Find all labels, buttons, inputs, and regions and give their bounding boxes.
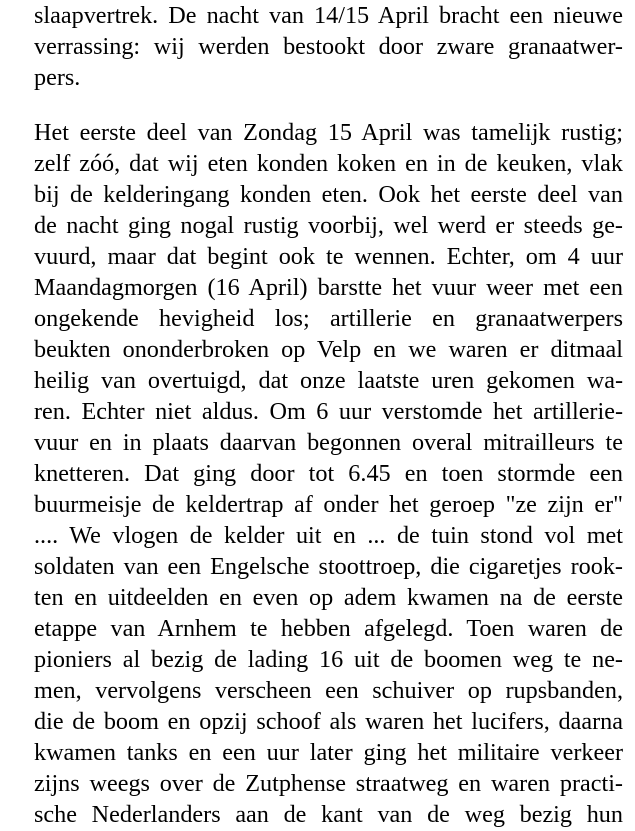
text-line: die de boom en opzij schoof als waren het lucifers, daarna: [34, 708, 623, 735]
text-line: Het eerste deel van Zondag 15 April was tamelijk rustig;: [34, 119, 623, 146]
text-line: zelf zóó, dat wij eten konden koken en in de keuken, vlak: [34, 150, 623, 177]
text-line: .... We vlogen de kelder uit en ... de tuin stond vol met: [34, 522, 623, 549]
text-line: bij de kelderingang konden eten. Ook het eerste deel van: [34, 181, 623, 208]
text-line: Maandagmorgen (16 April) barstte het vuur weer met een: [34, 274, 623, 301]
text-line: vuur en in plaats daarvan begonnen overal mitrailleurs te: [34, 429, 623, 456]
text-line: ongekende hevigheid los; artillerie en granaatwerpers: [34, 305, 623, 332]
text-line: pioniers al bezig de lading 16 uit de boomen weg te ne-: [34, 646, 623, 673]
text-line: beukten ononderbroken op Velp en we waren er ditmaal: [34, 336, 623, 363]
text-line: soldaten van een Engelsche stoottroep, die cigaretjes rook-: [34, 553, 623, 580]
text-line: ren. Echter niet aldus. Om 6 uur verstomde het artillerie-: [34, 398, 623, 425]
text-line: slaapvertrek. De nacht van 14/15 April bracht een nieuwe: [34, 2, 623, 29]
text-line: de nacht ging nogal rustig voorbij, wel werd er steeds ge-: [34, 212, 623, 239]
text-line: kwamen tanks en een uur later ging het militaire verkeer: [34, 739, 623, 766]
text-line: sche Nederlanders aan de kant van de weg bezig hun: [34, 801, 623, 828]
text-line: men, vervolgens verscheen een schuiver op rupsbanden,: [34, 677, 623, 704]
text-line: heilig van overtuigd, dat onze laatste uren gekomen wa-: [34, 367, 623, 394]
text-line: pers.: [34, 64, 81, 91]
text-line: ten en uitdeelden en even op adem kwamen na de eerste: [34, 584, 623, 611]
text-line: buurmeisje de keldertrap af onder het geroep "ze zijn er": [34, 491, 623, 518]
text-line: verrassing: wij werden bestookt door zware granaatwer-: [34, 33, 623, 60]
text-line: zijns weegs over de Zutphense straatweg en waren practi-: [34, 770, 623, 797]
text-line: vuurd, maar dat begint ook te wennen. Echter, om 4 uur: [34, 243, 623, 270]
text-line: knetteren. Dat ging door tot 6.45 en toen stormde een: [34, 460, 623, 487]
text-line: etappe van Arnhem te hebben afgelegd. Toen waren de: [34, 615, 623, 642]
